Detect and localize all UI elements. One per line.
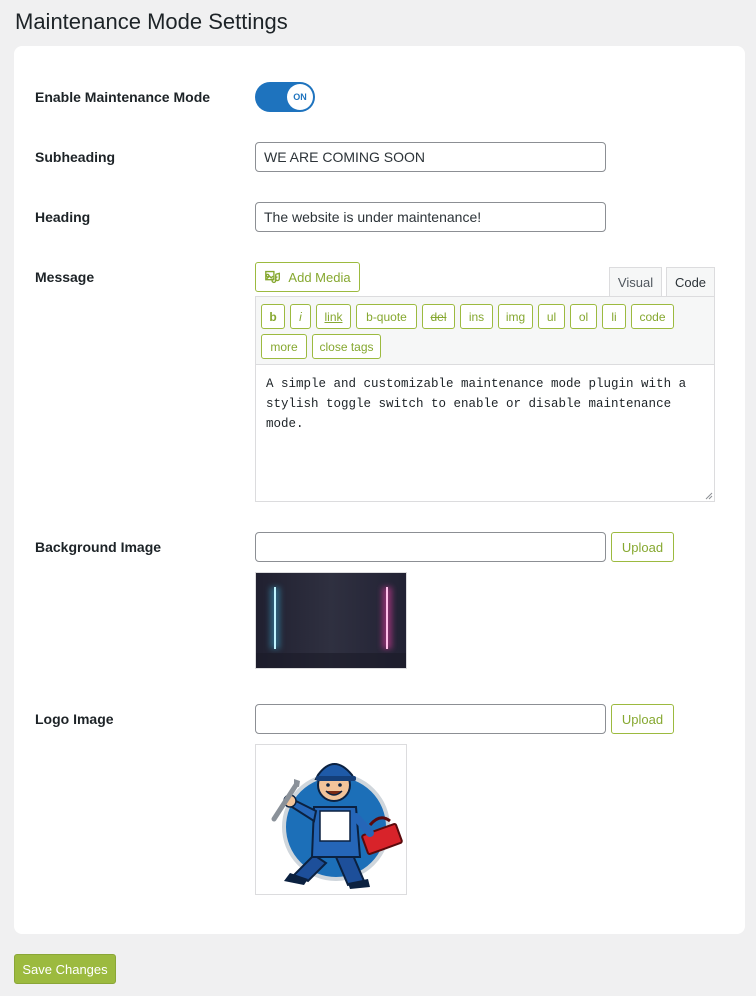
tab-visual[interactable]: Visual — [609, 267, 662, 297]
subheading-input[interactable] — [255, 142, 606, 172]
background-upload-button[interactable]: Upload — [611, 532, 674, 562]
enable-maintenance-label: Enable Maintenance Mode — [35, 89, 211, 105]
qt-code-button[interactable]: code — [631, 304, 674, 329]
heading-label: Heading — [35, 209, 91, 225]
background-image-preview — [255, 572, 407, 669]
qt-ins-button[interactable]: ins — [460, 304, 493, 329]
save-changes-button[interactable]: Save Changes — [14, 954, 116, 984]
qt-ul-button[interactable]: ul — [538, 304, 565, 329]
qt-ol-button[interactable]: ol — [570, 304, 597, 329]
subheading-label: Subheading — [35, 149, 116, 165]
neon-bars-image — [256, 573, 407, 669]
qt-bold-button[interactable]: b — [261, 304, 285, 329]
background-image-url-input[interactable] — [255, 532, 606, 562]
mechanic-mascot-image — [256, 745, 407, 895]
qt-close-tags-button[interactable]: close tags — [312, 334, 381, 359]
toggle-knob: ON — [287, 84, 313, 110]
qt-link-button[interactable]: link — [316, 304, 351, 329]
maintenance-toggle[interactable] — [255, 82, 315, 112]
message-editor[interactable] — [255, 364, 715, 502]
add-media-button[interactable] — [255, 262, 360, 292]
resize-handle-icon[interactable] — [704, 491, 713, 500]
message-label: Message — [35, 269, 95, 285]
tab-code[interactable]: Code — [666, 267, 715, 297]
qt-italic-button[interactable]: i — [290, 304, 311, 329]
logo-image-url-input[interactable] — [255, 704, 606, 734]
qt-img-button[interactable]: img — [498, 304, 533, 329]
heading-input[interactable] — [255, 202, 606, 232]
logo-upload-button[interactable]: Upload — [611, 704, 674, 734]
background-image-label: Background Image — [35, 539, 162, 555]
qt-bquote-button[interactable]: b-quote — [356, 304, 417, 329]
media-icon — [264, 268, 282, 286]
quicktags-toolbar — [255, 296, 715, 364]
logo-image-preview — [255, 744, 407, 895]
qt-more-button[interactable]: more — [261, 334, 307, 359]
page-title: Maintenance Mode Settings — [15, 9, 288, 34]
qt-del-button[interactable]: del — [422, 304, 455, 329]
logo-image-label: Logo Image — [35, 711, 114, 727]
qt-li-button[interactable]: li — [602, 304, 626, 329]
add-media-label: Add Media — [288, 269, 351, 285]
